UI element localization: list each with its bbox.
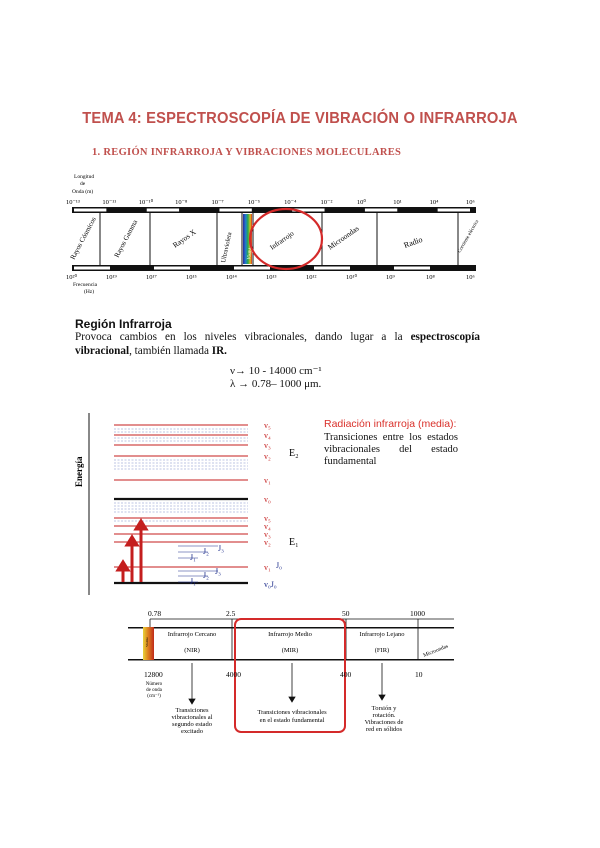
fir-abbr: (FIR) — [374, 647, 390, 654]
visible-edge-label: Visible — [145, 637, 149, 647]
fir-note-4: red en sólidos — [365, 726, 403, 733]
region-paragraph: Provoca cambios en los niveles vibracionales, dando lugar a la espectroscopía vibracional, también llamada IR. — [75, 331, 480, 357]
nir-label: Infrarrojo Cercano — [167, 631, 217, 638]
j-label-7: J₁ — [190, 577, 196, 586]
spectrum-top-tick: 10⁻² — [320, 199, 333, 206]
nir-abbr: (NIR) — [184, 647, 200, 654]
nir-note-3: segundo estado — [172, 721, 212, 728]
ir-top-tick-1: 0.78 — [148, 609, 162, 618]
fir-note-1: Torsión y — [371, 705, 397, 712]
level-label: v₀ — [264, 495, 271, 504]
spectrum-bottom-tick: 10⁶ — [466, 274, 475, 281]
e1-label: E₁ — [289, 537, 299, 548]
scale-segment — [234, 267, 270, 270]
wavelength-label-1: Longitud — [74, 174, 95, 180]
section-heading: 1. REGIÓN INFRARROJA Y VIBRACIONES MOLECULARES — [92, 147, 402, 158]
region-visible: Visible — [247, 245, 255, 261]
spectrum-bottom-tick: 10²⁰ — [66, 274, 78, 281]
level-label: v₂ — [264, 538, 271, 547]
level-label: v₄ — [264, 522, 271, 531]
spectrum-bottom-tick: 10¹⁴ — [226, 274, 237, 281]
spectrum-top-tick: 10⁻⁷ — [211, 199, 224, 206]
formula-wavelength: λ → 0.78– 1000 μm. — [230, 378, 322, 390]
spectrum-bottom-tick: 10⁹ — [386, 274, 395, 281]
radiation-title: Radiación infrarroja (media): — [324, 418, 457, 430]
mir-abbr: (MIR) — [281, 647, 299, 654]
energy-level-diagram — [68, 405, 318, 600]
region-cosmic-rays: Rayos Cósmicos — [68, 215, 98, 261]
scale-segment — [219, 209, 251, 212]
scale-segment — [154, 267, 190, 270]
ir-top-tick-3: 50 — [342, 609, 350, 618]
infrared-bar-diagram — [128, 605, 468, 745]
spectrum-top-tick: 10⁴ — [429, 199, 439, 206]
spectrum-bottom-tick: 10¹⁵ — [186, 274, 197, 281]
j-label-5: J₃ — [215, 567, 221, 576]
j-label-6: J₂ — [203, 571, 209, 580]
region-gamma-rays: Rayos Gamma — [112, 218, 140, 259]
wavelength-label-2: de — [80, 181, 86, 187]
spectrum-top-tick: 10⁻⁴ — [284, 199, 297, 206]
j-label-3: J₁ — [190, 553, 196, 562]
region-radio: Radio — [402, 234, 424, 250]
scale-segment — [314, 267, 350, 270]
scale-segment — [74, 209, 106, 212]
spectrum-top-tick: 10⁰ — [356, 199, 367, 206]
wavenumber-note-3: (cm⁻¹) — [147, 694, 161, 699]
spectrum-bottom-tick: 10¹³ — [266, 274, 277, 281]
ir-top-tick-2: 2.5 — [226, 609, 236, 618]
microwave-label: Microondas — [422, 643, 450, 659]
spectrum-bottom-tick: 10¹² — [306, 274, 317, 281]
wavelength-label-3: Onda (m) — [72, 189, 94, 195]
ir-bottom-tick-1: 12800 — [144, 670, 163, 679]
nir-note-2: vibracionales al — [171, 714, 213, 721]
spectrum-top-tick: 10⁶ — [466, 199, 475, 206]
level-label: v₁ — [264, 476, 271, 485]
spectrum-top-tick: 10⁻¹⁰ — [138, 199, 154, 206]
mir-label: Infrarrojo Medio — [268, 631, 312, 638]
spectrum-bottom-tick: 10¹⁹ — [106, 274, 117, 281]
spectrum-top-tick: 10¹ — [393, 199, 402, 206]
level-label: v₃ — [264, 530, 271, 539]
energy-axis-label: Energía — [74, 456, 84, 487]
j-label-2: J₂ — [203, 547, 209, 556]
bold-term-ir: IR. — [211, 345, 227, 357]
region-infrared: Infrarrojo — [268, 229, 296, 252]
nir-note-4: excitado — [180, 728, 204, 735]
j-label-4: J₀ — [276, 561, 282, 570]
level-label: v₅ — [264, 514, 271, 523]
scale-segment — [394, 267, 430, 270]
spectrum-top-tick: 10⁻¹³ — [66, 199, 80, 206]
ir-bottom-tick-4: 10 — [415, 670, 423, 679]
j-label-1: J₃ — [218, 544, 224, 553]
frequency-label-2: (Hz) — [84, 289, 95, 295]
scale-segment — [147, 209, 179, 212]
scale-segment — [74, 267, 110, 270]
region-x-rays: Rayos X — [170, 227, 198, 250]
radiation-description: Transiciones entre los estados vibracionales del estado fundamental — [324, 432, 458, 467]
ground-level-label: v₀J₀ — [264, 580, 277, 589]
bold-term-vibrational: espectroscopía vibracional — [75, 331, 480, 357]
spectrum-bottom-tick: 10¹⁷ — [146, 274, 157, 281]
fir-note-2: rotación. — [372, 712, 396, 719]
ir-bottom-tick-2: 4000 — [226, 670, 241, 679]
region-ultraviolet: Ultravioleta — [220, 231, 234, 264]
spectrum-top-tick: 10⁻¹¹ — [102, 199, 117, 206]
em-spectrum-diagram — [60, 168, 492, 303]
region-electric-current: Corriente eléctrica — [457, 219, 481, 254]
level-label: v₁ — [264, 563, 271, 572]
fir-note-3: Vibraciones de — [364, 719, 404, 726]
level-label: v₃ — [264, 441, 271, 450]
mir-note-1: Transiciones vibracionales — [257, 709, 327, 716]
level-label: v₄ — [264, 431, 271, 440]
spectrum-top-tick: 10⁻⁵ — [247, 199, 261, 206]
level-label: v₂ — [264, 452, 271, 461]
spectrum-top-tick: 10⁻⁸ — [175, 199, 188, 206]
nir-note-1: Transiciones — [175, 707, 209, 714]
spectrum-bottom-tick: 10¹⁰ — [346, 274, 358, 281]
wavenumber-note-1: Número — [145, 682, 163, 687]
mir-note-2: en el estado fundamental — [259, 717, 325, 724]
ir-bottom-tick-3: 400 — [340, 670, 352, 679]
page-title: TEMA 4: ESPECTROSCOPÍA DE VIBRACIÓN O INFRARROJA — [82, 110, 518, 127]
region-microwaves: Microondas — [325, 223, 361, 252]
ir-top-tick-4: 1000 — [410, 609, 425, 618]
scale-segment — [438, 209, 470, 212]
fir-label: Infrarrojo Lejano — [359, 631, 405, 638]
wavenumber-note-2: de onda — [146, 688, 162, 693]
e2-label: E₂ — [289, 448, 299, 459]
region-heading: Región Infrarroja — [75, 317, 172, 331]
scale-segment — [365, 209, 397, 212]
formula-wavenumber: ν→ 10 - 14000 cm⁻¹ — [230, 365, 322, 377]
level-label: v₅ — [264, 421, 271, 430]
spectrum-bottom-tick: 10⁸ — [426, 274, 435, 281]
frequency-label-1: Frecuencia — [73, 282, 98, 288]
